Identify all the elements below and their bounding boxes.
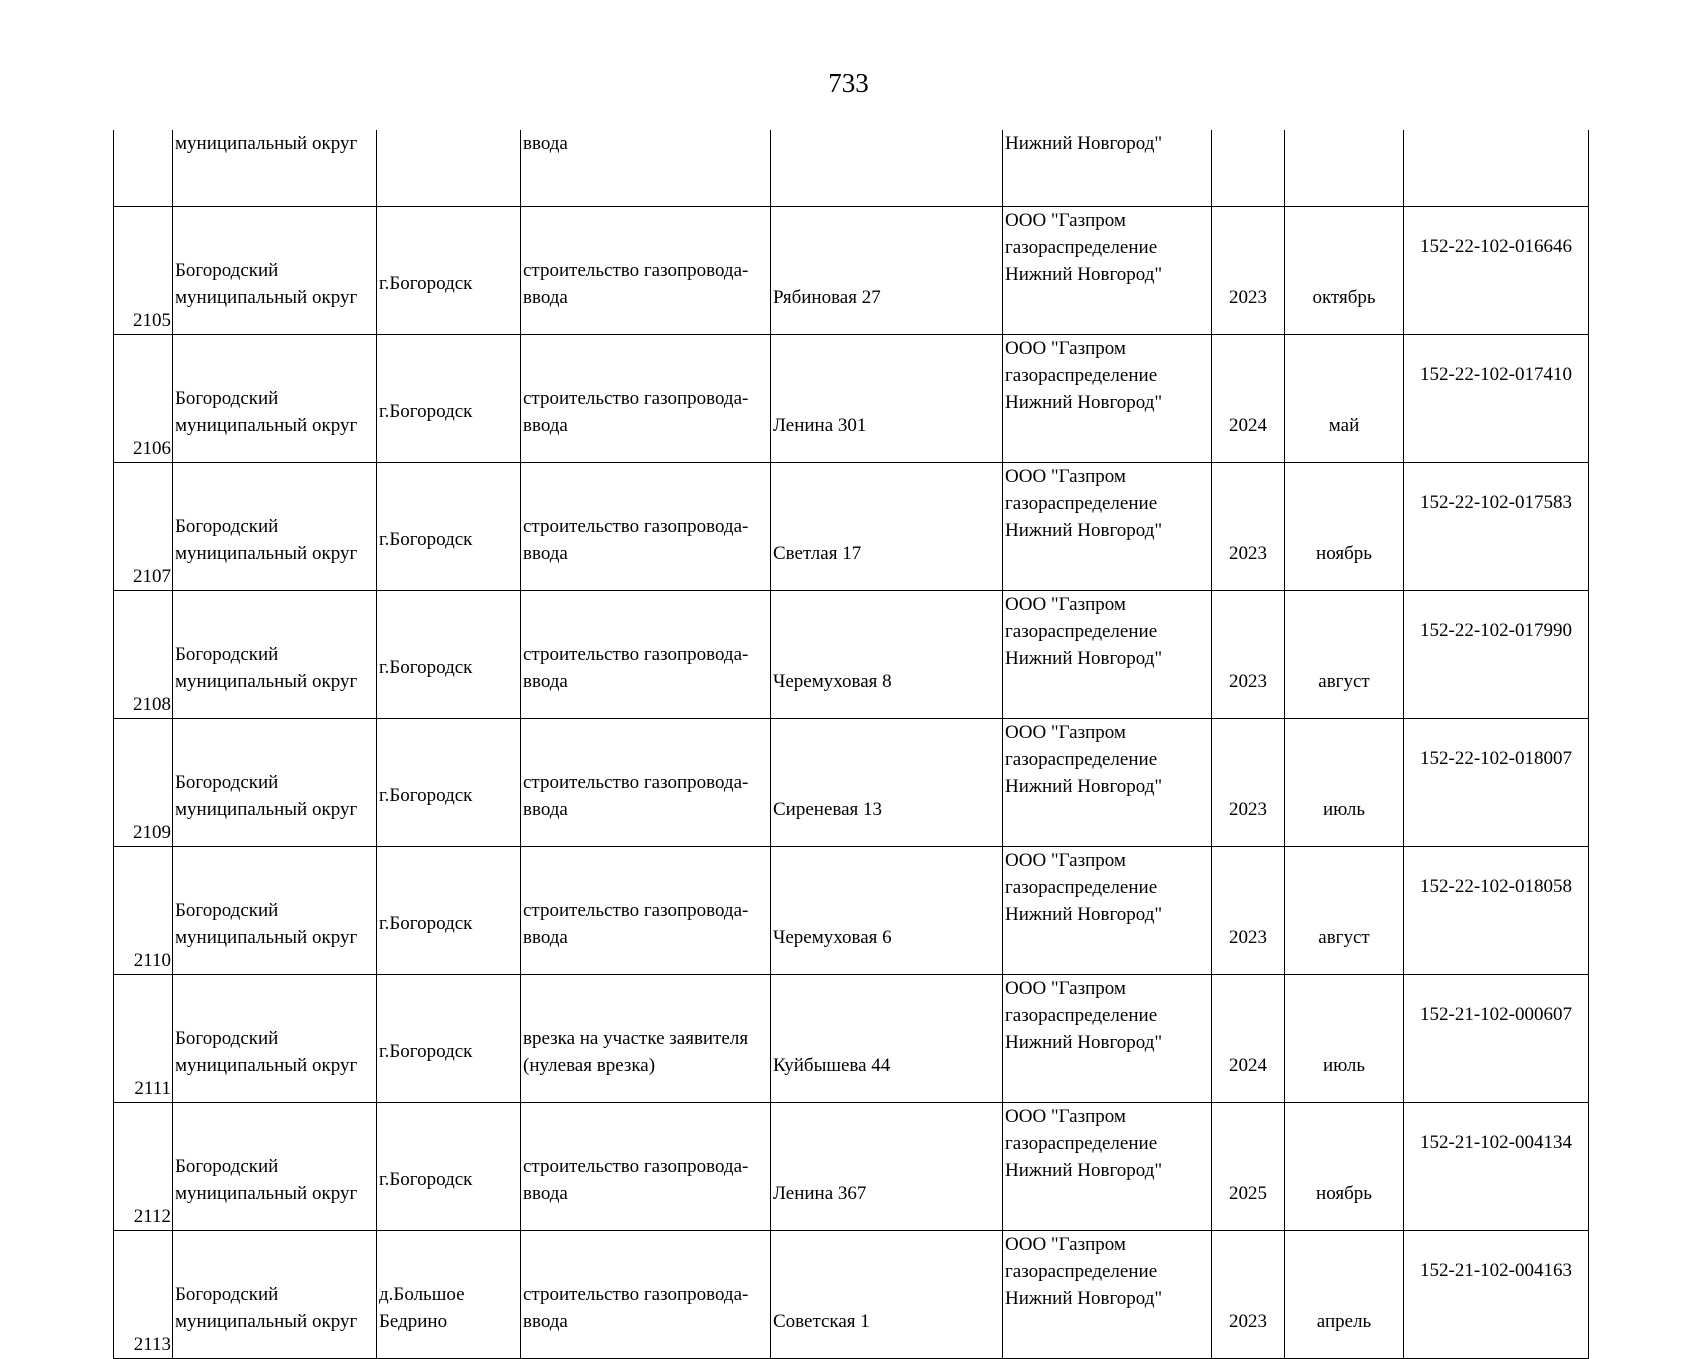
work-line-2: ввода [523, 286, 568, 308]
cell-district [173, 719, 377, 847]
cell-district [173, 1103, 377, 1231]
row-number: 2107 [133, 566, 171, 587]
cell-num [114, 130, 173, 207]
address-spacer [773, 1281, 1000, 1308]
work-line-1: строительство газопровода- [523, 1283, 749, 1305]
org-line-1: ООО "Газпром [1005, 466, 1126, 487]
org-line-1: ООО "Газпром [1005, 1106, 1126, 1127]
work-line-2: ввода [523, 1310, 568, 1332]
org-line-2: газораспределение [1005, 1133, 1158, 1154]
cell-district [173, 207, 377, 335]
work-line-1: строительство газопровода- [523, 515, 749, 537]
work-line-2: ввода [523, 926, 568, 948]
code-text: 152-22-102-017410 [1420, 364, 1572, 385]
org-line-3: Нижний Новгород" [1005, 1032, 1163, 1053]
cell-address [771, 719, 1003, 847]
cell-work-type [521, 847, 771, 975]
org-line-3: Нижний Новгород" [1005, 904, 1163, 925]
org-line-2: газораспределение [1005, 493, 1158, 514]
cell-code [1404, 1231, 1589, 1359]
cell-organization [1003, 1231, 1212, 1359]
locality-line-1: г.Богородск [379, 1169, 473, 1190]
work-line-2: ввода [523, 798, 568, 820]
address-spacer [773, 897, 1000, 924]
org-line-2: газораспределение [1005, 365, 1158, 386]
row-number: 2109 [133, 822, 171, 843]
district-line-1: Богородский [175, 899, 279, 921]
cell-address [771, 463, 1003, 591]
code-text: 152-22-102-016646 [1420, 236, 1572, 257]
cell-address [771, 130, 1003, 207]
table-row [114, 719, 1589, 847]
row-number: 2105 [133, 310, 171, 331]
org-line-2: газораспределение [1005, 621, 1158, 642]
work-line-1: строительство газопровода- [523, 387, 749, 409]
table-row-continued [114, 130, 1589, 207]
org-line-2: газораспределение [1005, 749, 1158, 770]
month-text: июль [1322, 798, 1366, 820]
district-line-1: Богородский [175, 1155, 279, 1177]
cell-year [1212, 1103, 1285, 1231]
code-text: 152-22-102-018007 [1420, 748, 1572, 769]
cell-district [173, 847, 377, 975]
code-text: 152-21-102-004163 [1420, 1260, 1572, 1281]
year-text: 2025 [1229, 1182, 1267, 1204]
cell-district [173, 975, 377, 1103]
cell-num [114, 719, 173, 847]
address-spacer [773, 385, 1000, 412]
year-text: 2023 [1229, 542, 1267, 564]
cell-num [114, 1103, 173, 1231]
code-text: 152-21-102-004134 [1420, 1132, 1572, 1153]
cell-year [1212, 130, 1285, 207]
cell-code [1404, 975, 1589, 1103]
district-line-2: муниципальный округ [175, 670, 358, 692]
locality-line-1: д.Большое [379, 1283, 465, 1305]
cell-address [771, 591, 1003, 719]
month-text: май [1328, 414, 1360, 436]
cell-num [114, 1231, 173, 1359]
cell-month [1285, 1231, 1404, 1359]
locality-line-2: Бедрино [379, 1310, 448, 1332]
cell-num [114, 335, 173, 463]
org-line-1: ООО "Газпром [1005, 850, 1126, 871]
cell-code [1404, 463, 1589, 591]
address-spacer [773, 1025, 1000, 1052]
org-line-3: Нижний Новгород" [1005, 648, 1163, 669]
district-line-2: муниципальный округ [175, 1182, 358, 1204]
locality-line-1: г.Богородск [379, 273, 473, 294]
cell-locality [377, 719, 521, 847]
table-row [114, 1103, 1589, 1231]
cell-organization [1003, 207, 1212, 335]
work-line-1: строительство газопровода- [523, 1155, 749, 1177]
work-line-2: ввода [523, 414, 568, 436]
address-text: Куйбышева 44 [773, 1054, 891, 1076]
district-line-1: Богородский [175, 643, 279, 665]
cell-month [1285, 1103, 1404, 1231]
district-line-2: муниципальный округ [175, 542, 358, 564]
year-text: 2024 [1229, 1054, 1267, 1076]
org-line-3: Нижний Новгород" [1005, 392, 1163, 413]
table-row [114, 1231, 1589, 1359]
district-line-1: Богородский [175, 771, 279, 793]
org-line-2: газораспределение [1005, 1261, 1158, 1282]
org-line-3: Нижний Новгород" [1005, 520, 1163, 541]
org-line-1: ООО "Газпром [1005, 1234, 1126, 1255]
cell-work-type [521, 207, 771, 335]
cell-month [1285, 130, 1404, 207]
cell-work-type [521, 463, 771, 591]
cell-address [771, 335, 1003, 463]
org-line-1: ООО "Газпром [1005, 722, 1126, 743]
cell-organization [1003, 975, 1212, 1103]
month-text: ноябрь [1316, 542, 1372, 564]
address-text: Советская 1 [773, 1310, 870, 1332]
month-text: апрель [1316, 1310, 1372, 1332]
address-text: Сиреневая 13 [773, 798, 883, 820]
cell-year [1212, 335, 1285, 463]
district-line-2: муниципальный округ [175, 798, 358, 820]
org-line-1: ООО "Газпром [1005, 210, 1126, 231]
cell-code [1404, 335, 1589, 463]
cell-code [1404, 130, 1589, 207]
cell-year [1212, 463, 1285, 591]
month-text: август [1318, 926, 1370, 948]
address-spacer [773, 1153, 1000, 1180]
cell-year [1212, 847, 1285, 975]
cell-locality [377, 591, 521, 719]
cell-work-type [521, 1103, 771, 1231]
cell-organization [1003, 591, 1212, 719]
cell-district: муниципальный округ [173, 130, 377, 207]
row-number: 2112 [133, 1206, 171, 1227]
cell-organization [1003, 335, 1212, 463]
year-text: 2023 [1229, 286, 1267, 308]
cell-address [771, 1103, 1003, 1231]
table-row [114, 975, 1589, 1103]
org-line-1: ООО "Газпром [1005, 338, 1126, 359]
work-line-1: врезка на участке заявителя [523, 1027, 749, 1049]
row-number: 2106 [133, 438, 171, 459]
locality-line-1: г.Богородск [379, 1041, 473, 1062]
cell-locality [377, 975, 521, 1103]
org-line-2: газораспределение [1005, 237, 1158, 258]
cell-work-type [521, 1231, 771, 1359]
cell-month [1285, 207, 1404, 335]
org-line-3: Нижний Новгород" [1005, 264, 1163, 285]
month-text: ноябрь [1316, 1182, 1372, 1204]
cell-num [114, 847, 173, 975]
district-line-1: Богородский [175, 387, 279, 409]
district-line-2: муниципальный округ [175, 1054, 358, 1076]
month-text: август [1318, 670, 1370, 692]
cell-district [173, 335, 377, 463]
org-line-3: Нижний Новгород" [1005, 1160, 1163, 1181]
address-text: Черемуховая 8 [773, 670, 892, 692]
cell-code [1404, 847, 1589, 975]
address-text: Ленина 301 [773, 414, 867, 436]
address-spacer [773, 257, 1000, 284]
district-line-1: Богородский [175, 1027, 279, 1049]
locality-line-1: г.Богородск [379, 785, 473, 806]
table-row [114, 591, 1589, 719]
cell-organization [1003, 1103, 1212, 1231]
year-text: 2023 [1229, 798, 1267, 820]
address-text: Светлая 17 [773, 542, 862, 564]
cell-code [1404, 591, 1589, 719]
cell-num [114, 463, 173, 591]
row-number: 2113 [133, 1334, 171, 1355]
org-line-2: газораспределение [1005, 1005, 1158, 1026]
cell-organization [1003, 847, 1212, 975]
cell-num [114, 591, 173, 719]
district-line-2: муниципальный округ [175, 926, 358, 948]
cell-locality [377, 207, 521, 335]
cell-locality [377, 1103, 521, 1231]
table-row [114, 335, 1589, 463]
address-spacer [773, 769, 1000, 796]
cell-month [1285, 335, 1404, 463]
year-text: 2023 [1229, 1310, 1267, 1332]
cell-locality [377, 1231, 521, 1359]
org-line-3: Нижний Новгород" [1005, 776, 1163, 797]
district-line-2: муниципальный округ [175, 286, 358, 308]
work-line-2: (нулевая врезка) [523, 1054, 656, 1076]
org-line-3: Нижний Новгород" [1005, 1288, 1163, 1309]
work-line-1: строительство газопровода- [523, 771, 749, 793]
year-text: 2023 [1229, 926, 1267, 948]
table-row [114, 847, 1589, 975]
address-text: Ленина 367 [773, 1182, 867, 1204]
cell-work-type [521, 335, 771, 463]
row-number: 2110 [133, 950, 171, 971]
month-text: октябрь [1312, 286, 1376, 308]
cell-month [1285, 719, 1404, 847]
row-number: 2108 [133, 694, 171, 715]
page-number: 733 [828, 68, 869, 98]
work-line-1: строительство газопровода- [523, 899, 749, 921]
cell-year [1212, 591, 1285, 719]
cell-locality [377, 335, 521, 463]
address-text: Рябиновая 27 [773, 286, 881, 308]
locality-line-1: г.Богородск [379, 529, 473, 550]
locality-line-1: г.Богородск [379, 657, 473, 678]
gas-connection-table [113, 130, 1589, 1359]
cell-address [771, 847, 1003, 975]
cell-district [173, 591, 377, 719]
year-text: 2023 [1229, 670, 1267, 692]
cell-locality [377, 130, 521, 207]
org-line-1: ООО "Газпром [1005, 594, 1126, 615]
cell-address [771, 975, 1003, 1103]
work-line-1: строительство газопровода- [523, 643, 749, 665]
cell-year [1212, 1231, 1285, 1359]
cell-code [1404, 719, 1589, 847]
district-line-1: Богородский [175, 1283, 279, 1305]
cell-organization [1003, 719, 1212, 847]
cell-locality [377, 463, 521, 591]
table-row [114, 207, 1589, 335]
work-line-2: ввода [523, 1182, 568, 1204]
table-row [114, 463, 1589, 591]
org-line-1: ООО "Газпром [1005, 978, 1126, 999]
address-text: Черемуховая 6 [773, 926, 892, 948]
code-text: 152-22-102-017990 [1420, 620, 1572, 641]
address-spacer [773, 641, 1000, 668]
cell-organization: Нижний Новгород" [1003, 130, 1212, 207]
cell-year [1212, 719, 1285, 847]
cell-address [771, 1231, 1003, 1359]
cell-district [173, 1231, 377, 1359]
work-line-2: ввода [523, 542, 568, 564]
cell-organization [1003, 463, 1212, 591]
cell-code [1404, 207, 1589, 335]
cell-num [114, 207, 173, 335]
cell-month [1285, 463, 1404, 591]
locality-line-1: г.Богородск [379, 401, 473, 422]
cell-work-type [521, 719, 771, 847]
work-line-2: ввода [523, 670, 568, 692]
month-text: июль [1322, 1054, 1366, 1076]
district-line-1: Богородский [175, 515, 279, 537]
cell-work-type [521, 975, 771, 1103]
cell-month [1285, 591, 1404, 719]
code-text: 152-22-102-018058 [1420, 876, 1572, 897]
district-line-1: Богородский [175, 259, 279, 281]
cell-code [1404, 1103, 1589, 1231]
year-text: 2024 [1229, 414, 1267, 436]
code-text: 152-21-102-000607 [1420, 1004, 1572, 1025]
cell-district [173, 463, 377, 591]
cell-year [1212, 207, 1285, 335]
address-spacer [773, 513, 1000, 540]
cell-month [1285, 975, 1404, 1103]
work-line-1: строительство газопровода- [523, 259, 749, 281]
cell-year [1212, 975, 1285, 1103]
cell-work-type: ввода [521, 130, 771, 207]
cell-address [771, 207, 1003, 335]
district-line-2: муниципальный округ [175, 1310, 358, 1332]
code-text: 152-22-102-017583 [1420, 492, 1572, 513]
row-number: 2111 [134, 1078, 171, 1099]
cell-num [114, 975, 173, 1103]
cell-work-type [521, 591, 771, 719]
org-line-2: газораспределение [1005, 877, 1158, 898]
locality-line-1: г.Богородск [379, 913, 473, 934]
district-line-2: муниципальный округ [175, 414, 358, 436]
cell-locality [377, 847, 521, 975]
cell-month [1285, 847, 1404, 975]
